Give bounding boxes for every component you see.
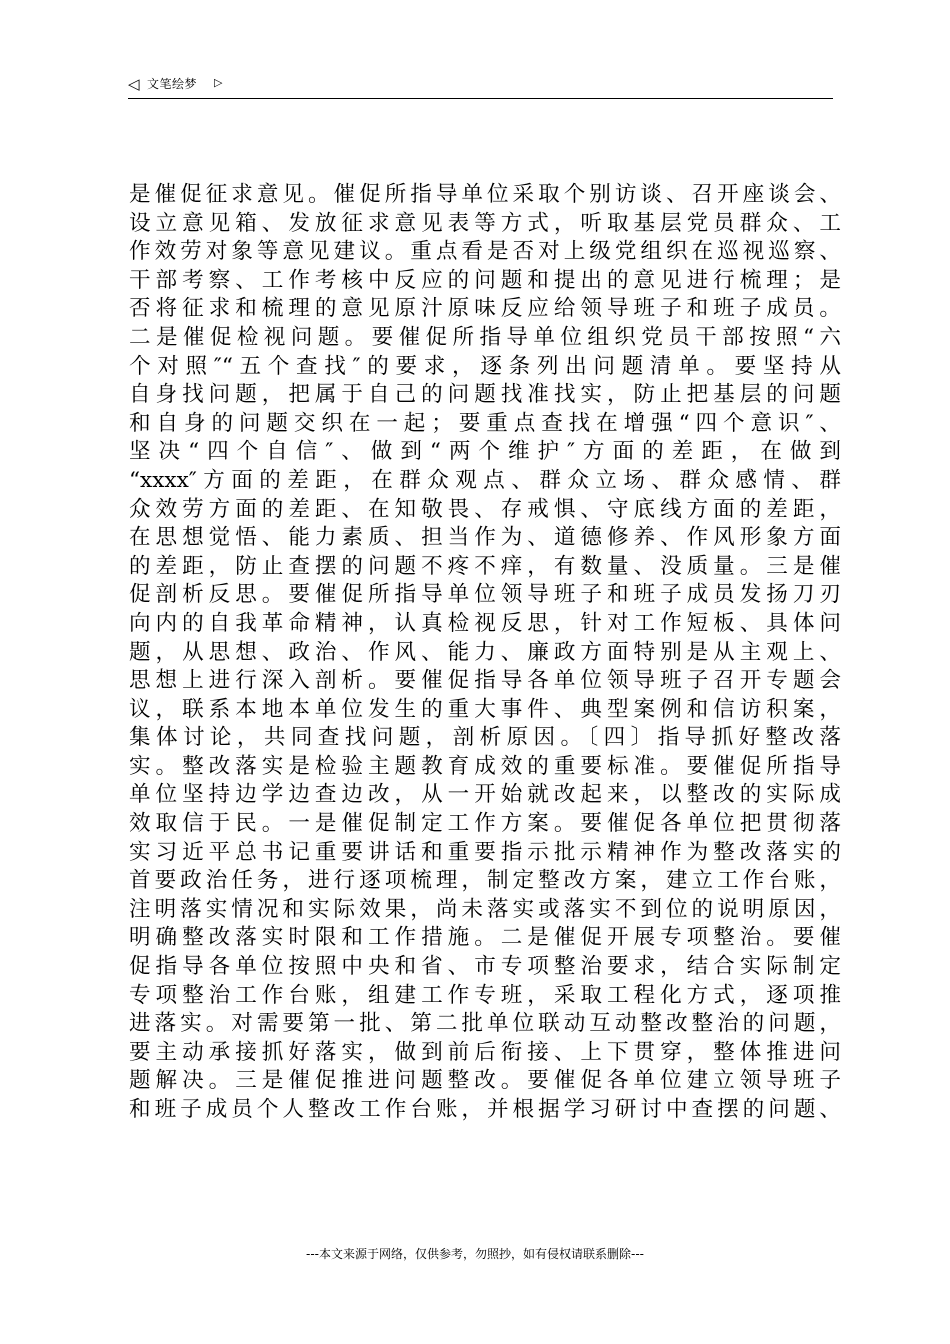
body-line: 集体讨论，共同查找问题，剖析原因。〔四〕指导抓好整改落 (129, 725, 841, 751)
right-triangle-icon: ▷ (214, 76, 223, 89)
body-line: 众效劳方面的差距、在知敬畏、存戒惧、守底线方面的差距， (129, 496, 841, 522)
body-line: 专项整治工作台账，组建工作专班，采取工程化方式，逐项推 (129, 982, 841, 1008)
body-line: 促剖析反思。要催促所指导单位领导班子和班子成员发扬刀刃 (129, 582, 841, 608)
body-line: 题，从思想、政治、作风、能力、廉政方面特别是从主观上、 (129, 639, 841, 665)
body-line: 个对照″“五个查找″的要求，逐条列出问题清单。要坚持从 (129, 353, 841, 379)
body-line: 设立意见箱、发放征求意见表等方式，听取基层党员群众、工 (129, 210, 841, 236)
body-line: 实习近平总书记重要讲话和重要指示批示精神作为整改落实的 (129, 839, 841, 865)
body-line: 效取信于民。一是催促制定工作方案。要催促各单位把贯彻落 (129, 811, 841, 837)
body-line: 思想上进行深入剖析。要催促指导各单位领导班子召开专题会 (129, 668, 841, 694)
body-line: 进落实。对需要第一批、第二批单位联动互动整改整治的问题， (129, 1011, 841, 1037)
body-line: 二是催促检视问题。要催促所指导单位组织党员干部按照“六 (129, 324, 841, 350)
left-triangle-icon: ◁ (128, 75, 140, 93)
body-line: 是催促征求意见。催促所指导单位采取个别访谈、召开座谈会、 (129, 182, 841, 207)
body-line: 和自身的问题交织在一起；要重点查找在增强“四个意识″、 (129, 410, 841, 436)
body-line: 否将征求和梳理的意见原汁原味反应给领导班子和班子成员。 (129, 296, 841, 322)
body-line: 明确整改落实时限和工作措施。二是催促开展专项整治。要催 (129, 925, 841, 951)
header-title: 文笔绘梦 (147, 77, 198, 91)
body-line: 向内的自我革命精神，认真检视反思，针对工作短板、具体问 (129, 610, 841, 636)
body-line: 要主动承接抓好落实，做到前后衔接、上下贯穿，整体推进问 (129, 1039, 841, 1065)
page-footer: ---本文来源于网络，仅供参考，勿照抄，如有侵权请联系删除--- (306, 1247, 644, 1261)
body-line: 注明落实情况和实际效果，尚未落实或落实不到位的说明原因， (129, 896, 841, 922)
body-line: 坚决“四个自信″、做到“两个维护″方面的差距，在做到 (129, 439, 841, 465)
body-line: 首要政治任务，进行逐项梳理，制定整改方案，建立工作台账， (129, 868, 841, 894)
body-line: “xxxx″方面的差距，在群众观点、群众立场、群众感情、群 (129, 467, 841, 493)
body-line: 单位坚持边学边查边改，从一开始就改起来，以整改的实际成 (129, 782, 841, 808)
body-line: 议，联系本地本单位发生的重大事件、典型案例和信访积案， (129, 696, 841, 722)
body-line: 的差距，防止查摆的问题不疼不痒，有数量、没质量。三是催 (129, 553, 841, 579)
page-header (128, 72, 833, 99)
body-line: 和班子成员个人整改工作台账，并根据学习研讨中查摆的问题、 (129, 1097, 841, 1122)
document-body (129, 181, 841, 1125)
body-line: 实。整改落实是检验主题教育成效的重要标准。要催促所指导 (129, 753, 841, 779)
body-line: 在思想觉悟、能力素质、担当作为、道德修养、作风形象方面 (129, 525, 841, 551)
body-line: 促指导各单位按照中央和省、市专项整治要求，结合实际制定 (129, 954, 841, 980)
body-line: 题解决。三是催促推进问题整改。要催促各单位建立领导班子 (129, 1068, 841, 1094)
body-line: 干部考察、工作考核中反应的问题和提出的意见进行梳理；是 (129, 267, 841, 293)
body-line: 作效劳对象等意见建议。重点看是否对上级党组织在巡视巡察、 (129, 239, 841, 265)
body-line: 自身找问题，把属于自己的问题找准找实，防止把基层的问题 (129, 382, 841, 408)
